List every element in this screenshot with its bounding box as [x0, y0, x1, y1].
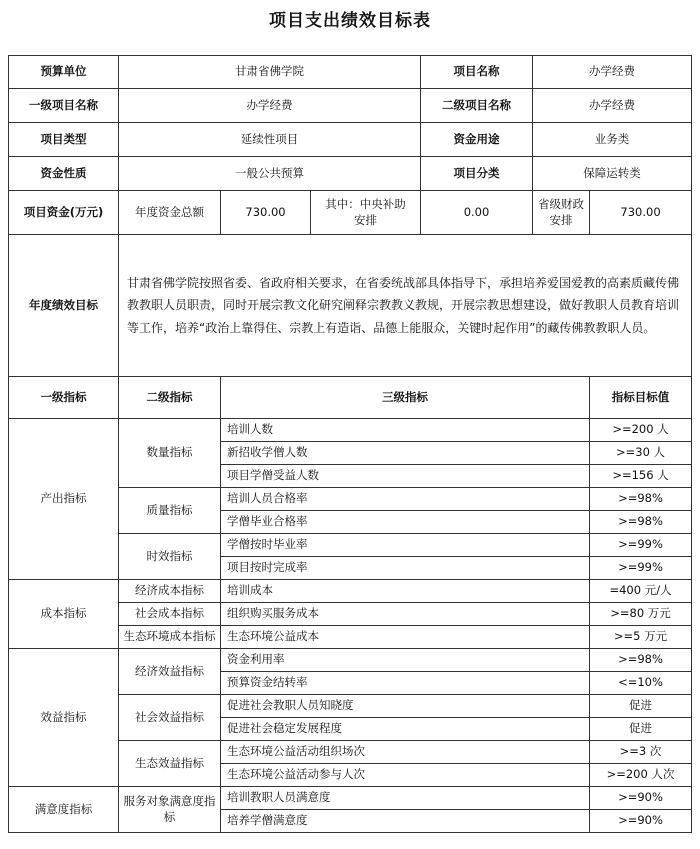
- indicator-name: 学僧按时毕业率: [221, 534, 590, 557]
- table-row: [9, 123, 692, 157]
- central-subsidy-label-line2: 安排: [354, 212, 377, 227]
- indicator-target: >=90%: [590, 787, 692, 810]
- indicator-target: >=98%: [590, 488, 692, 511]
- provincial-fund-label-line2: 安排: [549, 212, 573, 227]
- project-category-value: 保障运转类: [533, 157, 692, 191]
- provincial-fund-label-line1: 省级财政: [538, 196, 585, 211]
- indicator-name: 培养学僧满意度: [221, 810, 590, 833]
- table-row: [9, 787, 692, 810]
- service-satisfaction-label-line1: 服务对象满意度指: [123, 793, 216, 808]
- table-row: [9, 191, 692, 235]
- indicator-target: <=10%: [590, 672, 692, 695]
- project-type-value: 延续性项目: [119, 123, 421, 157]
- project-name-value: 办学经费: [533, 56, 692, 89]
- indicator-name: 培训成本: [221, 580, 590, 603]
- output-indicator-label: 产出指标: [9, 419, 119, 580]
- project-funds-label: 项目资金(万元): [9, 191, 119, 235]
- indicator-target: >=99%: [590, 534, 692, 557]
- indicator-target: 促进: [590, 695, 692, 718]
- fund-nature-label: 资金性质: [9, 157, 119, 191]
- project-name-label: 项目名称: [421, 56, 533, 89]
- indicator-name: 培训人员合格率: [221, 488, 590, 511]
- level2-project-label: 二级项目名称: [421, 89, 533, 123]
- indicator-target: 促进: [590, 718, 692, 741]
- indicator-target: >=5 万元: [590, 626, 692, 649]
- ecological-benefit-label: 生态效益指标: [119, 741, 221, 787]
- central-subsidy-label-line1: 其中：中央补助: [325, 196, 406, 211]
- service-satisfaction-label-line2: 标: [163, 809, 176, 824]
- fund-use-value: 业务类: [533, 123, 692, 157]
- level3-indicator-header: 三级指标: [221, 377, 590, 419]
- cost-indicator-label: 成本指标: [9, 580, 119, 649]
- indicator-target: >=98%: [590, 511, 692, 534]
- annual-total-label: 年度资金总额: [119, 191, 221, 235]
- project-type-label: 项目类型: [9, 123, 119, 157]
- table-row: [9, 89, 692, 123]
- provincial-fund-label: [533, 191, 590, 235]
- annual-total-value: 730.00: [221, 191, 311, 235]
- table-row: [9, 235, 692, 377]
- budget-unit-label: 预算单位: [9, 56, 119, 89]
- indicator-target: =400 元/人: [590, 580, 692, 603]
- level2-indicator-header: 二级指标: [119, 377, 221, 419]
- table-row: [9, 157, 692, 191]
- indicator-name: 学僧毕业合格率: [221, 511, 590, 534]
- indicator-name: 生态环境公益活动组织场次: [221, 741, 590, 764]
- budget-unit-value: 甘肃省佛学院: [119, 56, 421, 89]
- indicator-target: >=156 人: [590, 465, 692, 488]
- indicator-target: >=80 万元: [590, 603, 692, 626]
- indicator-name: 组织购买服务成本: [221, 603, 590, 626]
- annual-goal-label: 年度绩效目标: [9, 235, 119, 377]
- fund-nature-value: 一般公共预算: [119, 157, 421, 191]
- indicator-name: 培训教职人员满意度: [221, 787, 590, 810]
- indicator-target: >=90%: [590, 810, 692, 833]
- indicator-target: >=98%: [590, 649, 692, 672]
- level2-indicator: 生态环境成本指标: [119, 626, 221, 649]
- level2-indicator: 社会成本指标: [119, 603, 221, 626]
- fund-use-label: 资金用途: [421, 123, 533, 157]
- level1-project-label: 一级项目名称: [9, 89, 119, 123]
- table-row: [9, 649, 692, 672]
- level1-project-value: 办学经费: [119, 89, 421, 123]
- service-satisfaction-label: [119, 787, 221, 833]
- benefit-indicator-label: 效益指标: [9, 649, 119, 787]
- indicator-name: 培训人数: [221, 419, 590, 442]
- central-subsidy-value: 0.00: [421, 191, 533, 235]
- target-value-header: 指标目标值: [590, 377, 692, 419]
- indicator-name: 项目按时完成率: [221, 557, 590, 580]
- satisfaction-indicator-label: 满意度指标: [9, 787, 119, 833]
- indicator-name: 新招收学僧人数: [221, 442, 590, 465]
- indicator-target: >=200 人: [590, 419, 692, 442]
- annual-goal-text: 甘肃省佛学院按照省委、省政府相关要求，在省委统战部具体指导下，承担培养爱国爱教的高素质藏传佛教教职人员职责，同时开展宗教文化研究阐释宗教教义教规，开展宗教思想建设，做好教职人员教育培训等工作，培养“政治上靠得住、宗教上有造诣、品德上能服众，关键时起作用”的藏传佛教教职人员。: [119, 235, 692, 377]
- timeliness-indicator-label: 时效指标: [119, 534, 221, 580]
- table-row: [9, 56, 692, 89]
- indicator-target: >=3 次: [590, 741, 692, 764]
- quality-indicator-label: 质量指标: [119, 488, 221, 534]
- indicator-target: >=200 人次: [590, 764, 692, 787]
- performance-table: [8, 55, 692, 833]
- economic-benefit-label: 经济效益指标: [119, 649, 221, 695]
- indicator-name: 生态环境公益成本: [221, 626, 590, 649]
- indicator-name: 预算资金结转率: [221, 672, 590, 695]
- central-subsidy-label: [311, 191, 421, 235]
- page-title: 项目支出绩效目标表: [269, 11, 431, 31]
- indicator-target: >=30 人: [590, 442, 692, 465]
- indicator-name: 项目学僧受益人数: [221, 465, 590, 488]
- quantity-indicator-label: 数量指标: [119, 419, 221, 488]
- level2-indicator: 经济成本指标: [119, 580, 221, 603]
- indicator-target: >=99%: [590, 557, 692, 580]
- project-category-label: 项目分类: [421, 157, 533, 191]
- indicator-name: 促进社会教职人员知晓度: [221, 695, 590, 718]
- table-row: [9, 419, 692, 442]
- social-benefit-label: 社会效益指标: [119, 695, 221, 741]
- indicator-name: 资金利用率: [221, 649, 590, 672]
- table-row: [9, 580, 692, 603]
- indicator-name: 生态环境公益活动参与人次: [221, 764, 590, 787]
- table-row: [9, 377, 692, 419]
- provincial-fund-value: 730.00: [590, 191, 692, 235]
- level1-indicator-header: 一级指标: [9, 377, 119, 419]
- level2-project-value: 办学经费: [533, 89, 692, 123]
- indicator-name: 促进社会稳定发展程度: [221, 718, 590, 741]
